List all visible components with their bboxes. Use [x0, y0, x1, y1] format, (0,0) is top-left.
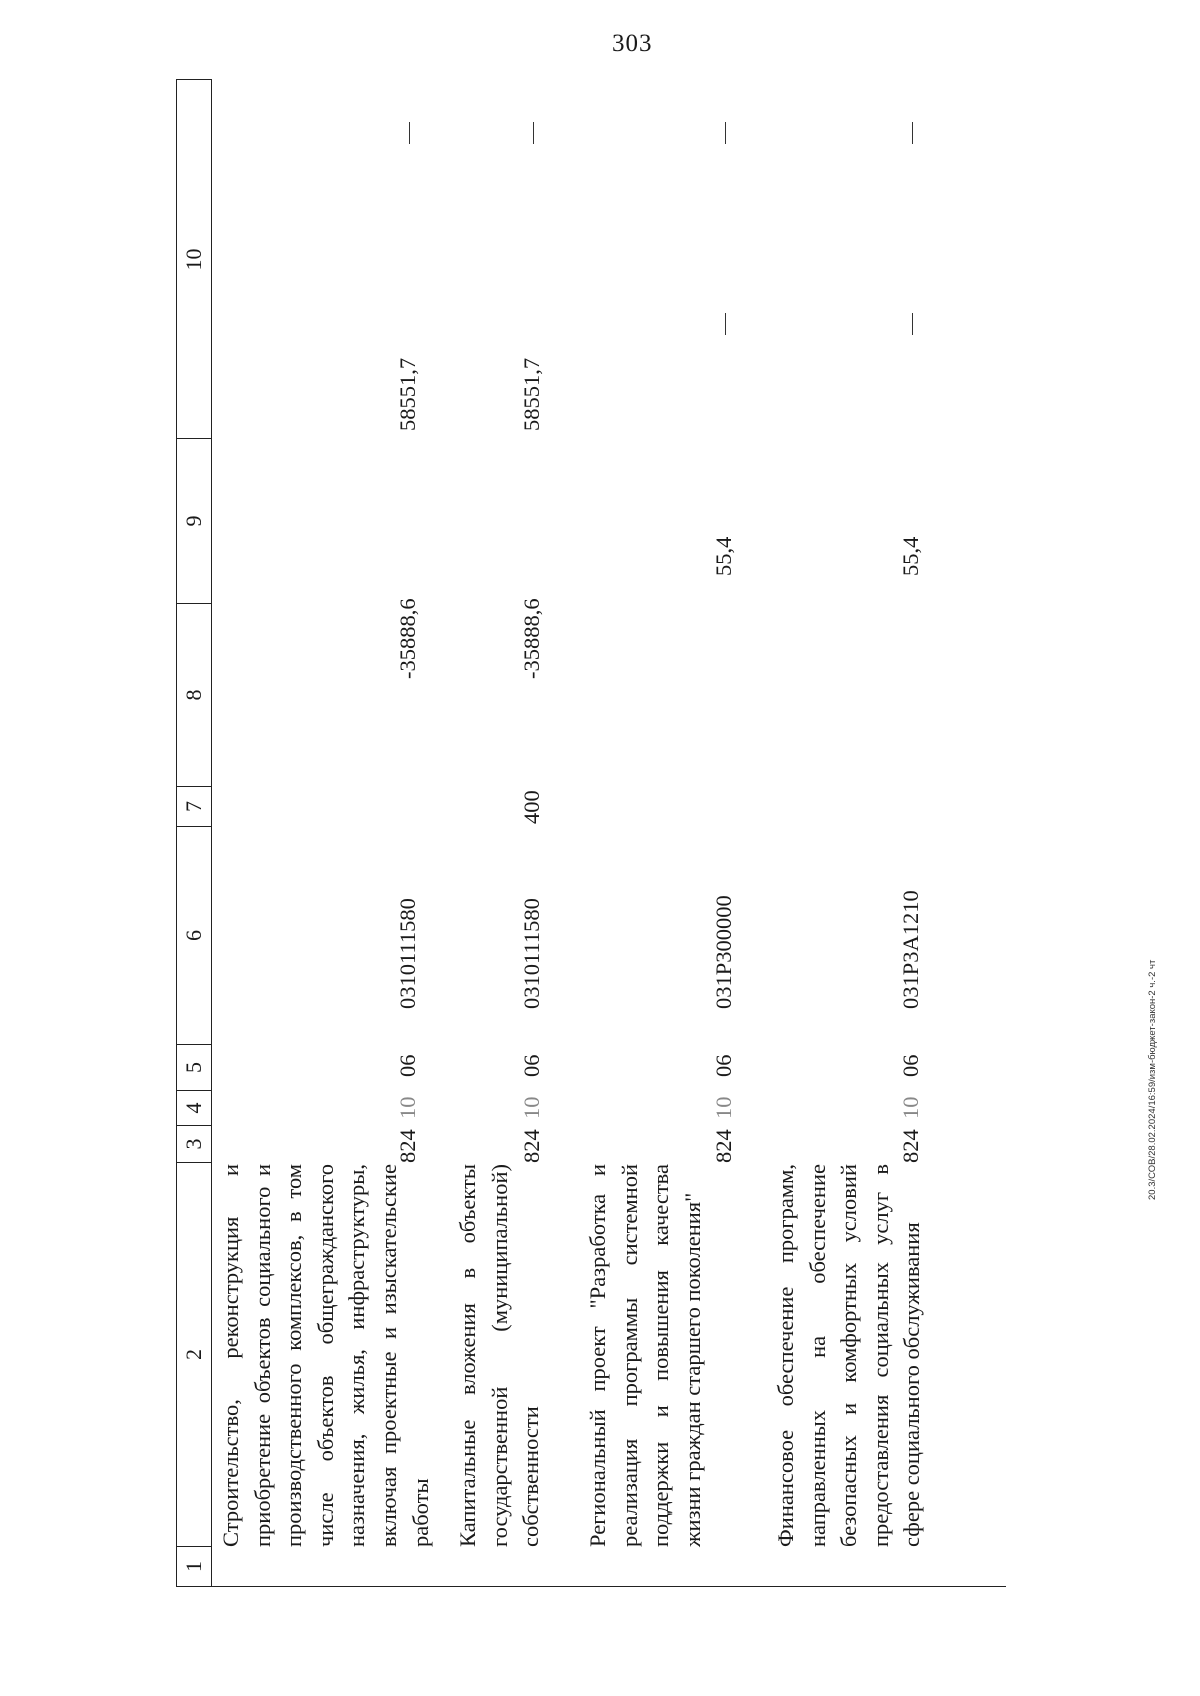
- cell-col3: 824: [395, 1129, 420, 1163]
- cell-col8: 55,4: [711, 536, 736, 576]
- cell-col5: 06: [711, 1054, 736, 1077]
- cell-col3: 824: [711, 1129, 736, 1163]
- table-row: [578, 79, 768, 1587]
- cell-col8: 55,4: [898, 536, 923, 576]
- column-header-7: 7: [177, 786, 211, 826]
- cell-col3: 824: [898, 1129, 923, 1163]
- cell-col6: 0310111580: [519, 898, 544, 1009]
- document-footer-code: 20.3/СОВ/28.02.2024/16:59/изм-бюджет-закон-2 ч.-2 чт: [1147, 959, 1158, 1200]
- cell-col9-dash: [725, 313, 726, 335]
- cell-col10-dash: [409, 122, 410, 144]
- table-row: [448, 79, 578, 1587]
- cell-col4: 10: [395, 1096, 420, 1119]
- column-header-6: 6: [177, 826, 211, 1044]
- cell-col3: 824: [519, 1129, 544, 1163]
- cell-col6: 0310111580: [395, 898, 420, 1009]
- cell-col5: 06: [519, 1054, 544, 1077]
- column-header-9: 9: [177, 438, 211, 603]
- cell-col5: 06: [898, 1054, 923, 1077]
- row-description: Региональный проект "Разработка и реализация программы системной поддержки и повышения качества жизни граждан старшего поколения": [585, 1164, 705, 1547]
- cell-col10-dash: [533, 122, 534, 144]
- row-description: Капитальные вложения в объекты государственной (муниципальной) собственности: [455, 1164, 544, 1547]
- column-header-8: 8: [177, 603, 211, 786]
- cell-col9: 58551,7: [395, 357, 420, 431]
- cell-col4: 10: [519, 1096, 544, 1119]
- column-header-1: 1: [177, 1546, 211, 1586]
- cell-col7: 400: [519, 790, 544, 824]
- column-header-4: 4: [177, 1090, 211, 1125]
- row-description: Строительство, реконструкция и приобретение объектов социального и производственного комплексов, в том числе объектов общегражданского назначения, жилья, инфраструктуры, включая проектные и изыскательские работы: [218, 1164, 433, 1547]
- cell-col6: 031P3A1210: [898, 890, 923, 1009]
- table-row: [768, 79, 978, 1587]
- page-number: 303: [612, 30, 653, 57]
- column-header-2: 2: [177, 1162, 211, 1546]
- table-body: [212, 79, 1006, 1587]
- cell-col10-dash: [912, 122, 913, 144]
- table-row: [212, 79, 448, 1587]
- cell-col8: -35888,6: [395, 598, 420, 679]
- row-description: Финансовое обеспечение программ, направленных на обеспечение безопасных и комфортных условий предоставления социальных услуг в сфере социального обслуживания: [773, 1164, 925, 1547]
- cell-col8: -35888,6: [519, 598, 544, 679]
- cell-col9: 58551,7: [519, 357, 544, 431]
- cell-col4: 10: [898, 1096, 923, 1119]
- cell-col5: 06: [395, 1054, 420, 1077]
- cell-col10-dash: [725, 122, 726, 144]
- cell-col9-dash: [912, 313, 913, 335]
- column-header-10: 10: [181, 248, 206, 271]
- column-header-5: 5: [177, 1044, 211, 1090]
- column-header-3: 3: [177, 1125, 211, 1162]
- table-header-row: [176, 79, 212, 1587]
- cell-col4: 10: [711, 1096, 736, 1119]
- budget-table: [176, 79, 1006, 1587]
- cell-col6: 031P300000: [711, 895, 736, 1009]
